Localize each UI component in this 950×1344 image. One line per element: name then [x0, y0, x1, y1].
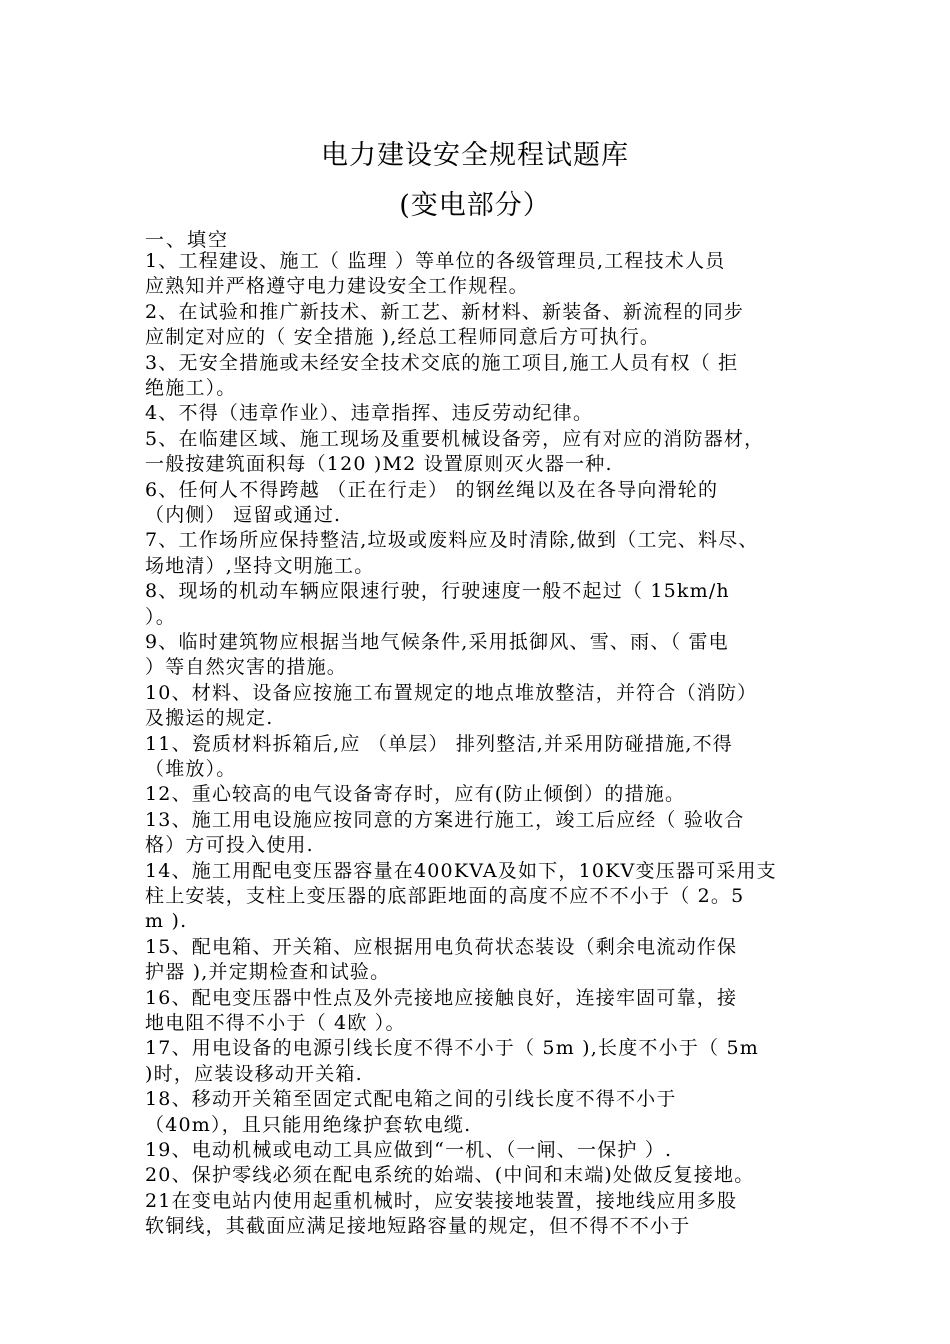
body-line: 21在变电站内使用起重机械时，应安装接地装置，接地线应用多股 — [145, 1189, 738, 1212]
document-title: 电力建设安全规程试题库 — [321, 140, 629, 171]
body-line: 19、电动机械或电动工具应做到“一机、（一闸、一保护 ）. — [145, 1139, 673, 1161]
body-line: 12、重心较高的电气设备寄存时，应有(防止倾倒）的措施。 — [145, 783, 686, 806]
document-subtitle: (变电部分） — [399, 190, 551, 221]
body-line: 16、配电变压器中性点及外壳接地应接触良好，连接牢固可靠，接 — [145, 986, 738, 1009]
body-line: 一般按建筑面积每（120 )M2 设置原则灭火器一种. — [145, 453, 613, 476]
body-line: （内侧） 逗留或通过. — [145, 504, 342, 526]
body-line: 17、用电设备的电源引线长度不得不小于（ 5m ),长度不小于（ 5m — [145, 1037, 759, 1060]
body-line: 格）方可投入使用. — [145, 834, 314, 857]
body-line: （40m），且只能用绝缘护套软电缆. — [145, 1113, 472, 1136]
body-line: )时，应装设移动开关箱. — [145, 1062, 363, 1085]
body-line: 4、不得（违章作业）、违章指挥、违反劳动纪律。 — [145, 402, 594, 425]
body-line: 3、无安全措施或未经安全技术交底的施工项目,施工人员有权（ 拒 — [145, 351, 739, 374]
body-line: 7、工作场所应保持整洁,垃圾或废料应及时清除,做到（工完、料尽、 — [145, 529, 759, 552]
body-line: 9、临时建筑物应根据当地气候条件,采用抵御风、雪、雨、（ 雷电 — [145, 631, 729, 653]
body-line: 1、工程建设、施工（ 监理 ）等单位的各级管理员,工程技术人员 — [145, 250, 726, 272]
body-line: （堆放）。 — [145, 758, 237, 780]
body-line: 场地清）,坚持文明施工。 — [145, 554, 375, 577]
body-line: 柱上安装，支柱上变压器的底部距地面的高度不应不不小于（ 2。5 — [145, 885, 745, 907]
body-line: 8、现场的机动车辆应限速行驶，行驶速度一般不起过（ 15km/h — [145, 580, 730, 603]
body-line: 2、在试验和推广新技术、新工艺、新材料、新装备、新流程的同步 — [145, 300, 745, 323]
body-line: 5、在临建区域、施工现场及重要机械设备旁，应有对应的消防器材， — [145, 427, 765, 450]
body-line: 绝施工）。 — [145, 377, 237, 399]
body-line: 15、配电箱、开关箱、应根据用电负荷状态装设（剩余电流动作保 — [145, 935, 738, 958]
body-line: 18、移动开关箱至固定式配电箱之间的引线长度不得不小于 — [145, 1088, 677, 1111]
body-line: 应制定对应的（ 安全措施 ),经总工程师同意后方可执行。 — [145, 326, 661, 349]
body-line: 10、材料、设备应按施工布置规定的地点堆放整洁，并符合（消防） — [145, 681, 758, 704]
body-line: 6、任何人不得跨越 （正在行走） 的钢丝绳以及在各导向滑轮的 — [145, 478, 719, 501]
body-line: 11、瓷质材料拆箱后,应 （单层） 排列整洁,并采用防碰措施,不得 — [145, 732, 733, 755]
section-heading: 一、填空 — [145, 229, 230, 251]
body-line: 20、保护零线必须在配电系统的始端、(中间和末端)处做反复接地。 — [145, 1164, 755, 1187]
body-line: 地电阻不得不小于（ 4欧 ）。 — [145, 1012, 406, 1034]
body-line: ）。 — [145, 605, 176, 628]
body-line: 14、施工用配电变压器容量在400KVA及如下，10KV变压器可采用支 — [145, 859, 777, 882]
body-line: 软铜线，其截面应满足接地短路容量的规定，但不得不不小于 — [145, 1215, 691, 1238]
body-line: 13、施工用电设施应按同意的方案进行施工，竣工后应经（ 验收合 — [145, 808, 745, 831]
body-line: m ). — [145, 910, 188, 933]
body-line: ）等自然灾害的措施。 — [145, 656, 348, 679]
body-line: 应熟知并严格遵守电力建设安全工作规程。 — [145, 275, 529, 298]
body-line: 及搬运的规定. — [145, 707, 274, 730]
body-line: 护器 ),并定期检查和试验。 — [145, 961, 391, 984]
